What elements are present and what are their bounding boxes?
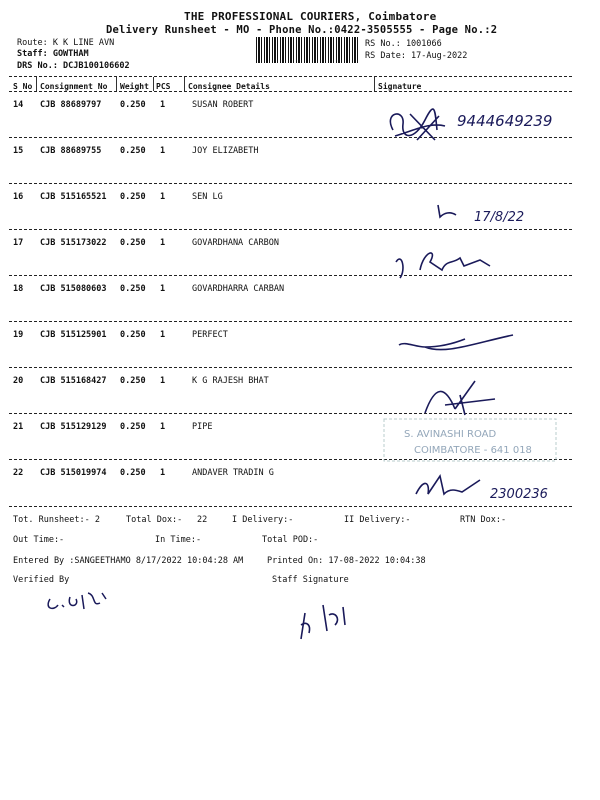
row-consignment: CJB 515129129 [40, 422, 107, 432]
row-weight: 0.250 [120, 146, 146, 156]
row-sno: 14 [13, 100, 24, 110]
runsheet-title: Delivery Runsheet - MO - Phone No.:0422-3505555 - Page No.:2 [106, 24, 498, 36]
row-sno: 19 [13, 330, 24, 340]
rs-number: RS No.: 1001066 [365, 39, 442, 49]
signature-row-16 [430, 195, 550, 230]
staff-label: Staff: GOWTHAM [17, 49, 89, 59]
rtn-dox: RTN Dox:- [460, 515, 507, 525]
verified-by: Verified By [13, 575, 70, 585]
col-weight: Weight [120, 82, 149, 91]
barcode-image [256, 37, 358, 63]
col-pcs: PCS [156, 82, 171, 91]
row-weight: 0.250 [120, 192, 146, 202]
row-consignment: CJB 515125901 [40, 330, 107, 340]
table-row [0, 238, 600, 284]
row-weight: 0.250 [120, 376, 146, 386]
row-consignee: PERFECT [192, 330, 228, 340]
row-pcs: 1 [160, 146, 166, 156]
row-consignee: GOVARDHARRA CARBAN [192, 284, 285, 294]
divider [9, 367, 572, 368]
row-weight: 0.250 [120, 468, 146, 478]
row-pcs: 1 [160, 376, 166, 386]
verifier-signature [40, 585, 120, 615]
phone-note: 9444649239 [457, 112, 553, 130]
row-weight: 0.250 [120, 238, 146, 248]
row-consignment: CJB 515168427 [40, 376, 107, 386]
divider [9, 321, 572, 322]
total-runsheet: Tot. Runsheet:- 2 [13, 515, 100, 525]
row-consignment: CJB 515080603 [40, 284, 107, 294]
rs-date: RS Date: 17-Aug-2022 [365, 51, 468, 61]
col-consignment: Consignment No [40, 82, 108, 91]
ii-delivery: II Delivery:- [344, 515, 411, 525]
stamp-line1: S. AVINASHI ROAD [404, 429, 497, 440]
divider [9, 91, 572, 92]
row-weight: 0.250 [120, 330, 146, 340]
in-time: In Time:- [155, 535, 202, 545]
row-weight: 0.250 [120, 284, 146, 294]
row-sno: 22 [13, 468, 24, 478]
row-consignment: CJB 515173022 [40, 238, 107, 248]
col-divider [374, 77, 375, 91]
signature-row-22 [410, 470, 580, 506]
divider [9, 183, 572, 184]
company-stamp [380, 415, 560, 465]
staff-signature [295, 595, 365, 645]
col-divider [184, 77, 185, 91]
signature-row-14 [375, 100, 575, 152]
row-consignment: CJB 515165521 [40, 192, 107, 202]
row-consignee: SEN LG [192, 192, 223, 202]
row-consignee: K G RAJESH BHAT [192, 376, 269, 386]
row-pcs: 1 [160, 192, 166, 202]
col-divider [36, 77, 37, 91]
total-dox-value: 22 [197, 515, 208, 525]
total-pod: Total POD:- [262, 535, 319, 545]
staff-signature-label: Staff Signature [272, 575, 349, 585]
row-pcs: 1 [160, 330, 166, 340]
printed-on: Printed On: 17-08-2022 10:04:38 [267, 556, 426, 566]
row-consignee: PIPE [192, 422, 213, 432]
row-sno: 15 [13, 146, 24, 156]
signature-row-19 [395, 325, 525, 365]
row-sno: 21 [13, 422, 24, 432]
divider [9, 76, 572, 77]
col-signature: Signature [378, 82, 422, 91]
row-pcs: 1 [160, 468, 166, 478]
entered-by: Entered By :SANGEETHAMO 8/17/2022 10:04:28 AM [13, 556, 244, 566]
row-consignee: JOY ELIZABETH [192, 146, 259, 156]
row-weight: 0.250 [120, 100, 146, 110]
col-consignee: Consignee Details [188, 82, 270, 91]
row-consignment: CJB 88689797 [40, 100, 102, 110]
row-sno: 16 [13, 192, 24, 202]
stamp-line2: COIMBATORE - 641 018 [414, 445, 532, 456]
row-consignee: ANDAVER TRADIN G [192, 468, 274, 478]
row-sno: 18 [13, 284, 24, 294]
table-row [0, 284, 600, 330]
date-note: 17/8/22 [474, 210, 525, 225]
row-pcs: 1 [160, 100, 166, 110]
row-pcs: 1 [160, 422, 166, 432]
row-pcs: 1 [160, 238, 166, 248]
row-consignment: CJB 515019974 [40, 468, 107, 478]
signature-row-17 [390, 240, 510, 285]
row-consignee: GOVARDHANA CARBON [192, 238, 279, 248]
divider [9, 506, 572, 507]
row-consignee: SUSAN ROBERT [192, 100, 254, 110]
i-delivery: I Delivery:- [232, 515, 294, 525]
drs-number: DRS No.: DCJB100106602 [17, 61, 130, 71]
out-time: Out Time:- [13, 535, 65, 545]
signature-row-20 [415, 375, 505, 420]
table-row [0, 146, 600, 192]
row-weight: 0.250 [120, 422, 146, 432]
company-title: THE PROFESSIONAL COURIERS, Coimbatore [184, 10, 437, 23]
route-label: Route: K K LINE AVN [17, 38, 115, 48]
total-dox-label: Total Dox:- [126, 515, 183, 525]
col-divider [153, 77, 154, 91]
amount-note: 2300236 [490, 487, 548, 502]
row-sno: 20 [13, 376, 24, 386]
row-sno: 17 [13, 238, 24, 248]
col-divider [116, 77, 117, 91]
row-pcs: 1 [160, 284, 166, 294]
row-consignment: CJB 88689755 [40, 146, 102, 156]
col-sno: S No [13, 82, 33, 91]
